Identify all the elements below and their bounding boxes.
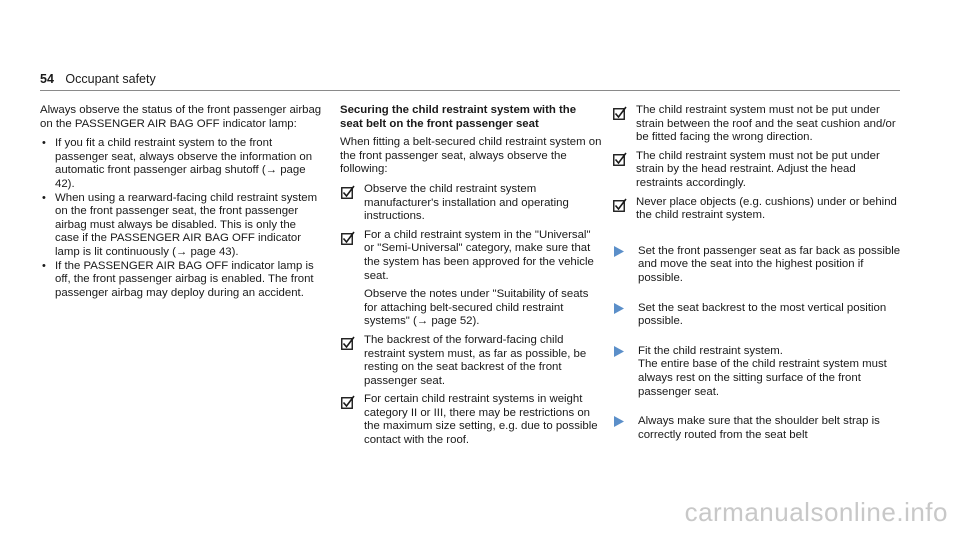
- checkbox-icon: [613, 106, 627, 120]
- header-divider: [40, 90, 900, 91]
- checklist-text: Never place objects (e.g. cushions) under or behind the child restraint system.: [636, 195, 897, 222]
- page-number: 54: [40, 72, 54, 86]
- checkbox-icon: [341, 185, 355, 199]
- bullet-icon: •: [42, 137, 46, 150]
- intro-paragraph: When fitting a belt-secured child restraint system on the front passenger seat, always observe the following:: [340, 136, 602, 176]
- section-heading: Securing the child restraint system with the seat belt on the front passenger seat: [340, 104, 577, 130]
- instruction-step: [612, 302, 902, 329]
- step-arrow-icon: [614, 303, 624, 314]
- instruction-step: [612, 245, 902, 286]
- checkbox-icon: [341, 231, 355, 245]
- list-item-text: If you fit a child restraint system to the front passenger seat, always observe the information on automatic front passenger airbag shutoff (→ page 42).: [55, 137, 313, 190]
- instruction-step: [612, 415, 902, 442]
- checklist-text: For a child restraint system in the "Universal" or "Semi-Universal" category, make sure that the system has been approved for the vehicle seat.: [364, 228, 594, 282]
- list-item: [40, 192, 322, 260]
- column-middle: [340, 104, 602, 453]
- checklist-item: [340, 183, 602, 224]
- step-arrow-icon: [614, 346, 624, 357]
- step-arrow-icon: [614, 246, 624, 257]
- intro-paragraph: Always observe the status of the front passenger airbag on the PASSENGER AIR BAG OFF indicator lamp:: [40, 104, 322, 130]
- list-item-text: When using a rearward-facing child restraint system on the front passenger seat, the front passenger airbag must always be disabled. This is only the case if the PASSENGER AIR BAG OFF indicator lamp is lit continuously (→ page 43).: [55, 191, 318, 258]
- column-left: [40, 104, 322, 300]
- watermark: carmanualsonline.info: [684, 497, 948, 527]
- step-text: Set the front passenger seat as far back as possible and move the seat into the highest position if possible.: [638, 244, 901, 284]
- checklist-item: [340, 334, 602, 388]
- checkbox-icon: [613, 152, 627, 166]
- bullet-icon: •: [42, 191, 46, 204]
- checkbox-icon: [613, 198, 627, 212]
- instruction-step: [612, 345, 902, 399]
- checklist-item: [612, 104, 902, 145]
- list-item-text: If the PASSENGER AIR BAG OFF indicator lamp is off, the front passenger airbag is enabled. The front passenger airbag may deploy during an accident.: [55, 259, 314, 299]
- checklist-item: [340, 393, 602, 447]
- page-header: [40, 72, 156, 86]
- checklist-text: The child restraint system must not be put under strain by the head restraint. Adjust the head restraints accordingly.: [636, 149, 880, 189]
- checklist-item: [612, 150, 902, 191]
- checklist-text: The backrest of the forward-facing child restraint system must, as far as possible, be resting on the seat backrest of the front passenger seat.: [364, 333, 587, 387]
- step-result: The entire base of the child restraint system must always rest on the sitting surface of the front passenger seat.: [638, 358, 887, 398]
- checklist-text: The child restraint system must not be put under strain between the roof and the seat cushion and/or be fitted facing the wrong direction.: [636, 104, 896, 144]
- checklist-item: [612, 196, 902, 223]
- column-right: [612, 104, 902, 458]
- checkbox-icon: [341, 395, 355, 409]
- step-text: Always make sure that the shoulder belt strap is correctly routed from the seat belt: [638, 415, 880, 441]
- bullet-icon: •: [42, 259, 46, 272]
- step-arrow-icon: [614, 416, 624, 427]
- list-item: [40, 260, 322, 301]
- step-text: Fit the child restraint system.: [638, 344, 783, 357]
- checklist-text: Observe the child restraint system manufacturer's installation and operating instructions.: [364, 182, 569, 223]
- section-title: Occupant safety: [65, 72, 156, 86]
- checkbox-icon: [341, 336, 355, 350]
- step-text: Set the seat backrest to the most vertical position possible.: [638, 301, 887, 328]
- list-item: [40, 137, 322, 191]
- checklist-text: For certain child restraint systems in weight category II or III, there may be restrictions on the maximum size setting, e.g. due to possible contact with the roof.: [364, 393, 598, 447]
- checklist-item: [340, 229, 602, 329]
- checklist-note: Observe the notes under "Suitability of seats for attaching belt-secured child restraint systems" (→ page 52).: [364, 288, 589, 328]
